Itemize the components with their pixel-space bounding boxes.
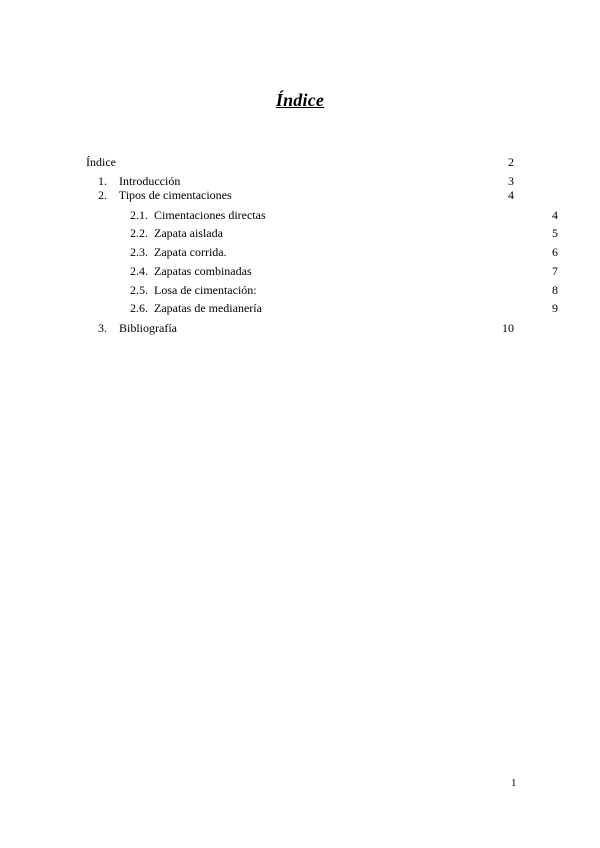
toc-entry-number: 3. bbox=[98, 321, 107, 335]
toc-entry-number: 2.1. bbox=[130, 208, 151, 222]
page-title: Índice bbox=[275, 90, 325, 110]
toc-entry-page: 4 bbox=[552, 208, 558, 222]
toc-entry-number: 2.6. bbox=[130, 301, 151, 315]
toc-entry[interactable] bbox=[86, 263, 558, 279]
toc-entry-page: 4 bbox=[508, 188, 514, 202]
toc-entry-number: 2.5. bbox=[130, 283, 151, 297]
toc-entry-number: 1. bbox=[98, 174, 107, 188]
toc-entry[interactable] bbox=[86, 320, 514, 336]
toc-entry-label: Zapatas combinadas bbox=[154, 264, 252, 278]
footer-page-number: 1 bbox=[511, 777, 517, 789]
toc-entry-page: 9 bbox=[552, 301, 558, 315]
toc-entry-label: Bibliografía bbox=[119, 321, 177, 335]
toc-entry-label: Cimentaciones directas bbox=[154, 208, 266, 222]
toc-entry-number: 2.3. bbox=[130, 245, 151, 259]
toc-entry[interactable] bbox=[86, 244, 558, 260]
toc-entry[interactable] bbox=[86, 187, 514, 203]
toc-entry-page: 5 bbox=[552, 226, 558, 240]
toc-entry-page: 10 bbox=[502, 321, 514, 335]
toc-entry-number: 2. bbox=[98, 188, 107, 202]
toc-entry-label: Zapata aislada bbox=[154, 226, 223, 240]
toc-entry-page: 6 bbox=[552, 245, 558, 259]
toc-entry-page: 3 bbox=[508, 174, 514, 188]
toc-entry-label: Zapata corrida. bbox=[154, 245, 227, 259]
toc-entry[interactable] bbox=[86, 225, 558, 241]
toc-entry-number: 2.4. bbox=[130, 264, 151, 278]
toc-entry-page: 2 bbox=[508, 155, 514, 169]
toc-entry[interactable] bbox=[86, 300, 558, 316]
toc-entry[interactable] bbox=[86, 207, 558, 223]
toc-entry[interactable] bbox=[86, 154, 514, 170]
toc-entry-number: 2.2. bbox=[130, 226, 151, 240]
toc-entry-page: 8 bbox=[552, 283, 558, 297]
toc-entry-label: Introducción bbox=[119, 174, 181, 188]
toc-entry-label: Losa de cimentación: bbox=[154, 283, 257, 297]
toc-entry-page: 7 bbox=[552, 264, 558, 278]
toc-entry-label: Índice bbox=[86, 155, 116, 169]
toc-entry[interactable] bbox=[86, 282, 558, 298]
toc-entry-label: Zapatas de medianería bbox=[154, 301, 262, 315]
toc-entry-label: Tipos de cimentaciones bbox=[118, 188, 232, 202]
